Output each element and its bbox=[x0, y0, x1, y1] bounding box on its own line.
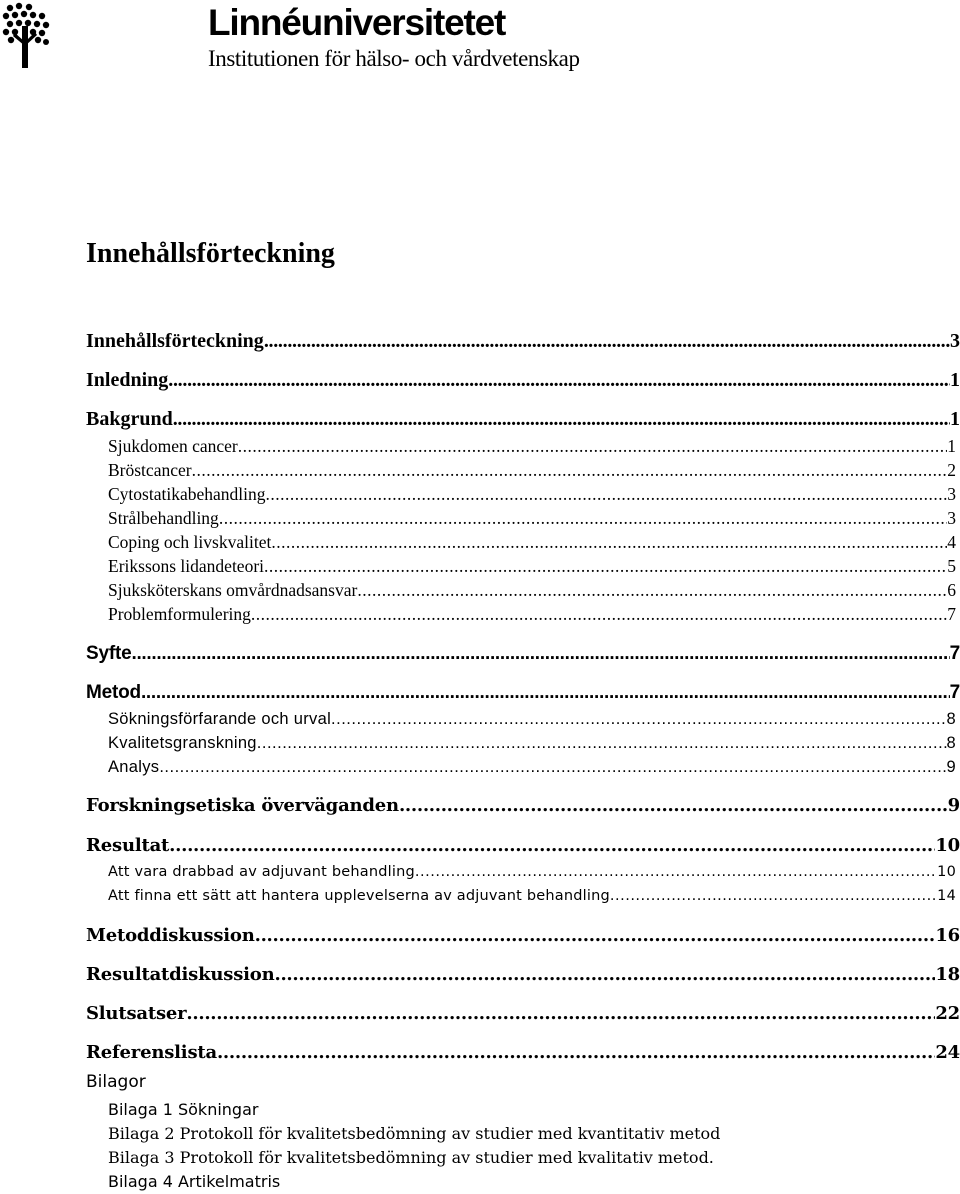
toc-entry-sjukdomen-cancer[interactable]: Sjukdomen cancer ..... 1 bbox=[108, 435, 956, 465]
toc-entry-inledning[interactable]: Inledning ..... 1 bbox=[86, 367, 960, 397]
toc-entry-cytostatikabehandling[interactable]: Cytostatikabehandling ..... 3 bbox=[108, 483, 956, 513]
appendix-item: Bilaga 1 Sökningar bbox=[108, 1100, 259, 1119]
toc-entry-metod[interactable]: Metod ..... 7 bbox=[86, 680, 960, 710]
toc-entry-resultat[interactable]: Resultat ..... 10 bbox=[86, 833, 960, 863]
toc-entry-resultatdiskussion[interactable]: Resultatdiskussion ..... 18 bbox=[86, 962, 960, 992]
toc-entry-att-finna-ett-satt[interactable]: Att finna ett sätt att hantera upplevelserna av adjuvant behandling ..... 14 bbox=[108, 885, 956, 915]
appendix-item: Bilaga 3 Protokoll för kvalitetsbedömning av studier med kvalitativ metod. bbox=[108, 1148, 714, 1167]
toc-entry-att-vara-drabbad[interactable]: Att vara drabbad av adjuvant behandling ..... 10 bbox=[108, 861, 956, 891]
toc-entry-brostcancer[interactable]: Bröstcancer ..... 2 bbox=[108, 459, 956, 489]
toc-entry-sjukskoterskans-omvardnadsansvar[interactable]: Sjuksköterskans omvårdnadsansvar ..... 6 bbox=[108, 579, 956, 609]
toc-entry-referenslista[interactable]: Referenslista ..... 24 bbox=[86, 1040, 960, 1070]
toc-entry-coping-och-livskvalitet[interactable]: Coping och livskvalitet ..... 4 bbox=[108, 531, 956, 561]
toc-entry-analys[interactable]: Analys ..... 9 bbox=[108, 756, 956, 786]
toc-entry-slutsatser[interactable]: Slutsatser ..... 22 bbox=[86, 1001, 960, 1031]
appendices-heading: Bilagor bbox=[86, 1072, 146, 1092]
toc-entry-bakgrund[interactable]: Bakgrund ..... 1 bbox=[86, 406, 960, 436]
toc-entry-kvalitetsgranskning[interactable]: Kvalitetsgranskning ..... 8 bbox=[108, 732, 956, 762]
toc-entry-forskningsetiska-overvaganden[interactable]: Forskningsetiska överväganden ..... 9 bbox=[86, 793, 960, 823]
toc-entry-syfte[interactable]: Syfte ..... 7 bbox=[86, 641, 960, 671]
toc-entry-problemformulering[interactable]: Problemformulering ..... 7 bbox=[108, 603, 956, 633]
toc-entry-erikssons-lidandeteori[interactable]: Erikssons lidandeteori ..... 5 bbox=[108, 555, 956, 585]
toc-entry-metoddiskussion[interactable]: Metoddiskussion ..... 16 bbox=[86, 923, 960, 953]
appendix-item: Bilaga 4 Artikelmatris bbox=[108, 1172, 281, 1191]
appendix-item: Bilaga 2 Protokoll för kvalitetsbedömning av studier med kvantitativ metod bbox=[108, 1124, 721, 1143]
university-name: Linnéuniversitetet bbox=[208, 2, 506, 43]
page-title: Innehållsförteckning bbox=[86, 238, 335, 269]
toc-entry-innehallsforteckning[interactable]: Innehållsförteckning ..... 3 bbox=[86, 328, 960, 358]
institution-name: Institutionen för hälso- och vårdvetenskap bbox=[208, 46, 580, 71]
toc-entry-sokningsforfarande-och-urval[interactable]: Sökningsförfarande och urval ..... 8 bbox=[108, 708, 956, 738]
toc-entry-stralbehandling[interactable]: Strålbehandling ..... 3 bbox=[108, 507, 956, 537]
